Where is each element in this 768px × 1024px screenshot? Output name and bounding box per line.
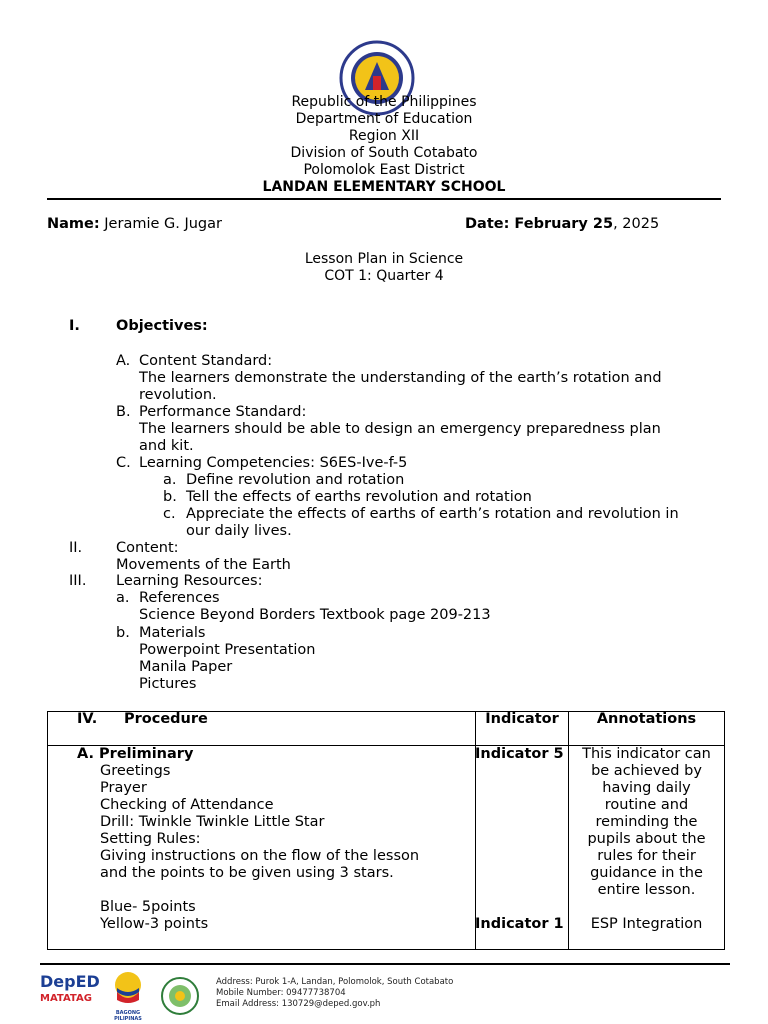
footer-divider — [40, 963, 730, 965]
competency-b-label: b. — [163, 489, 177, 505]
annotation-line: rules for their — [597, 848, 696, 864]
content-standard-line-1: The learners demonstrate the understanding of the earth’s rotation and — [139, 370, 662, 386]
competency-c-line-1: Appreciate the effects of earths of earth’s rotation and revolution in — [186, 506, 679, 522]
header-line-5: Polomolok East District — [303, 162, 465, 178]
teacher-name — [47, 216, 222, 233]
procedure-item: Giving instructions on the flow of the lesson — [100, 848, 420, 864]
section-1-number: I. — [69, 318, 80, 334]
annotation-line: reminding the — [595, 814, 698, 830]
references-title: References — [139, 590, 220, 606]
competency-c-line-2: our daily lives. — [186, 523, 292, 539]
bagong-pilipinas-text: BAGONG PILIPINAS — [114, 1010, 142, 1022]
section-3-title: Learning Resources: — [116, 573, 263, 589]
procedure-item: Greetings — [100, 763, 171, 779]
annotation-line: be achieved by — [591, 763, 702, 779]
footer-email: Email Address: 130729@deped.gov.ph — [216, 999, 381, 1009]
table-header-number: IV. — [77, 711, 98, 727]
performance-standard-label: B. — [116, 404, 131, 420]
name-label: Name: — [47, 216, 100, 232]
division-seal-icon — [160, 976, 200, 1020]
annotation-line: having daily — [602, 780, 691, 796]
competencies-label: C. — [116, 455, 131, 471]
materials-label: b. — [116, 625, 130, 641]
annotation-line: pupils about the — [587, 831, 706, 847]
bagong-pilipinas-sun-icon — [111, 970, 145, 1006]
deped-logo — [40, 972, 100, 1016]
section-2-text: Movements of the Earth — [116, 557, 291, 573]
procedure-item: Prayer — [100, 780, 147, 796]
competency-a-text: Define revolution and rotation — [186, 472, 405, 488]
references-text: Science Beyond Borders Textbook page 209-213 — [139, 607, 491, 623]
table-header-annotations: Annotations — [596, 711, 697, 727]
procedure-item: Setting Rules: — [100, 831, 201, 847]
procedure-section-title: A. Preliminary — [77, 746, 194, 762]
performance-standard-line-1: The learners should be able to design an emergency preparedness plan — [139, 421, 661, 437]
header-line-1: Republic of the Philippines — [291, 94, 477, 110]
competencies-title: Learning Competencies: S6ES-Ive-f-5 — [139, 455, 408, 471]
deped-logo-text: DepED — [40, 972, 100, 991]
bagong-pilipinas-logo — [102, 970, 154, 1022]
annotation-line: entire lesson. — [597, 882, 696, 898]
content-standard-line-2: revolution. — [139, 387, 217, 403]
procedure-item: Blue- 5points — [100, 899, 196, 915]
competency-c-label: c. — [163, 506, 176, 522]
date-label: Date: February 25 — [465, 216, 614, 232]
name-value: Jeramie G. Jugar — [104, 216, 222, 232]
performance-standard-line-2: and kit. — [139, 438, 194, 454]
section-2-title: Content: — [116, 540, 179, 556]
section-1-title: Objectives: — [116, 318, 208, 334]
procedure-item: Drill: Twinkle Twinkle Little Star — [100, 814, 325, 830]
table-header-procedure: Procedure — [124, 711, 208, 727]
header-divider — [47, 198, 721, 200]
plan-subtitle: COT 1: Quarter 4 — [324, 268, 444, 284]
matatag-text: MATATAG — [40, 993, 92, 1004]
annotation-line: routine and — [604, 797, 689, 813]
lesson-date — [465, 216, 659, 233]
material-item: Powerpoint Presentation — [139, 642, 316, 658]
section-2-number: II. — [69, 540, 83, 556]
materials-title: Materials — [139, 625, 206, 641]
procedure-item: Yellow-3 points — [100, 916, 209, 932]
header-line-4: Division of South Cotabato — [290, 145, 478, 161]
competency-b-text: Tell the effects of earths revolution and rotation — [186, 489, 532, 505]
table-header-indicator: Indicator — [485, 711, 559, 727]
annotation-esp: ESP Integration — [590, 916, 703, 932]
date-year: , 2025 — [613, 216, 660, 232]
content-standard-label: A. — [116, 353, 131, 369]
footer-mobile: Mobile Number: 09477738704 — [216, 988, 346, 998]
section-3-number: III. — [69, 573, 87, 589]
plan-title: Lesson Plan in Science — [304, 251, 464, 267]
footer-address: Address: Purok 1-A, Landan, Polomolok, South Cotabato — [216, 977, 454, 987]
material-item: Manila Paper — [139, 659, 233, 675]
competency-a-label: a. — [163, 472, 177, 488]
school-name: LANDAN ELEMENTARY SCHOOL — [262, 179, 506, 195]
header-line-3: Region XII — [348, 128, 420, 144]
references-label: a. — [116, 590, 130, 606]
indicator-value: Indicator 5 — [475, 746, 564, 762]
procedure-item: and the points to be given using 3 stars. — [100, 865, 394, 881]
annotation-line: guidance in the — [590, 865, 703, 881]
content-standard-title: Content Standard: — [139, 353, 273, 369]
material-item: Pictures — [139, 676, 197, 692]
performance-standard-title: Performance Standard: — [139, 404, 307, 420]
header-line-2: Department of Education — [295, 111, 473, 127]
annotation-line: This indicator can — [582, 746, 711, 762]
indicator-value: Indicator 1 — [475, 916, 564, 932]
procedure-item: Checking of Attendance — [100, 797, 274, 813]
